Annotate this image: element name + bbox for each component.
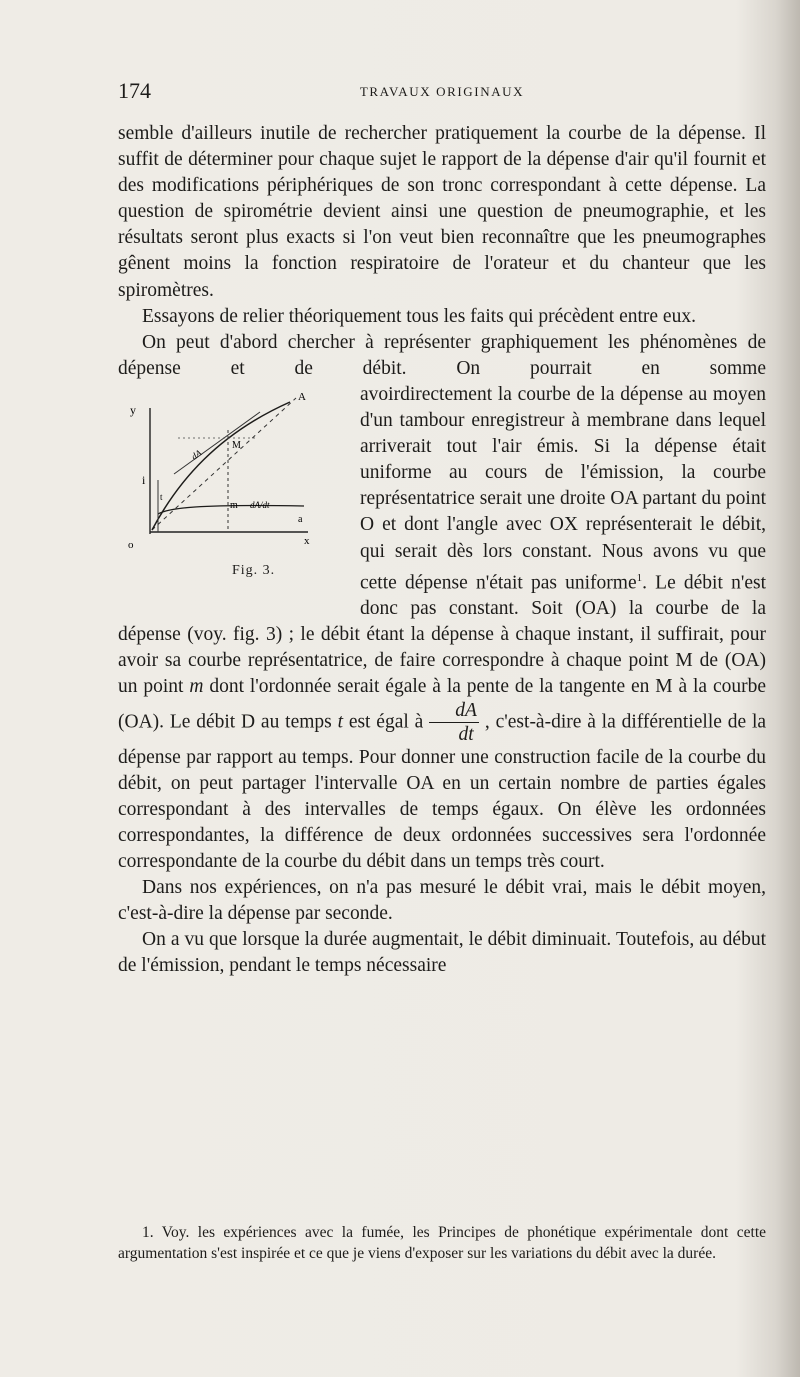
page-number: 174 — [118, 78, 151, 103]
expenditure-curve — [152, 402, 290, 530]
paragraph-3-end: , c'est-à-dire à la différentielle de la dépense par rapport au temps. Pour donner une construction facile de la courbe du débit, on peut partager l'intervalle OA en un certain nombre de parties égales correspondant à des intervalles de temps égaux. On élève les ordonnées correspondantes, la différence de deux ordonnées successives sera l'ordonnée correspondante de la courbe du débit dans un temps très court. — [118, 711, 767, 872]
label-i: i — [142, 472, 146, 487]
label-dadt: dA/dt — [250, 499, 270, 510]
figure-caption: Fig. 3. — [232, 562, 276, 578]
page-header — [118, 78, 766, 108]
footnote — [118, 1222, 766, 1264]
paragraph-3 — [118, 330, 766, 875]
line-oa — [152, 398, 296, 530]
math-t: t — [337, 711, 343, 733]
paragraph-3-cont3: est égal à — [348, 711, 424, 733]
label-m-upper: M — [232, 439, 241, 451]
math-m: m — [189, 676, 204, 698]
fraction-denominator: dt — [458, 724, 474, 746]
paragraph-3-cont: . Le débit n'est donc pas constant. Soit (OA) la courbe de la dépense (voy. fig. 3) ; le débit étant la dépense à chaque instant, il suffirait, pour avoir sa courbe représentatrice, de faire correspondre à chaque point M de (OA) un point — [118, 572, 766, 698]
paragraph-5: On a vu que lorsque la durée augmentait, le débit diminuait. Toutefois, au début de l'émission, pendant le temps nécessaire — [118, 929, 766, 977]
label-t: t — [160, 491, 163, 502]
paragraph-2: Essayons de relier théoriquement tous les faits qui précèdent entre eux. — [142, 305, 696, 327]
paragraph-3-cont2: dont l'ordonnée serait égale à la pente de la tangente en M à la courbe (OA). Le débit D au temps — [118, 676, 767, 733]
label-x: x — [304, 534, 310, 547]
label-da: dA — [189, 447, 204, 462]
paragraph-1: semble d'ailleurs inutile de rechercher pratiquement la courbe de la dépense. Il suffit de déterminer pour chaque sujet le rapport de la dépense d'air qu'il fournit et des modifications périphériques de son tronc correspondant à cette dépense. La question de spirométrie devient ainsi une question de pneumographie, et les résultats seront plus exacts si l'on veut bien reconnaître que les pneumographes gênent moins la fonction respiratoire de l'orateur et du chanteur que les spiromètres. — [118, 123, 766, 301]
footnote-ref: 1 — [636, 571, 643, 584]
figure-3-diagram — [118, 386, 350, 561]
label-a-lower: a — [298, 513, 303, 525]
label-y: y — [130, 402, 136, 417]
running-title: TRAVAUX ORIGINAUX — [359, 84, 525, 99]
label-m-lower: m — [230, 499, 238, 511]
paragraph-3-float: directement la courbe de la dépense au moyen d'un tambour enregistreur à membrane dans lequel arriverait tout l'air émis. Si la dépense était uniforme au cours de l'émission, la courbe représentatrice serait une droite OA partant du point O et dont l'angle avec OX représenterait le débit, qui serait dès lors constant. Nous avons vu que cette dépense n'était pas uniforme — [360, 383, 766, 594]
fraction-numerator: dA — [429, 701, 479, 724]
paragraph-3-start: On peut d'abord chercher à représenter graphiquement les phénomènes de dépense et de débit. On pourrait en somme avoir — [118, 331, 766, 405]
label-a-upper: A — [298, 390, 306, 403]
label-o: o — [128, 538, 134, 551]
fraction-da-dt — [429, 701, 479, 745]
footnote-text: 1. Voy. les expériences avec la fumée, les Principes de phonétique expérimentale dont cette argumentation s'est inspirée et ce que je viens d'exposer sur les variations du débit avec la durée. — [118, 1224, 766, 1262]
paragraph-4: Dans nos expériences, on n'a pas mesuré le débit vrai, mais le débit moyen, c'est-à-dire la dépense par seconde. — [118, 877, 766, 925]
body-text — [118, 121, 766, 979]
figure-3 — [118, 382, 350, 599]
